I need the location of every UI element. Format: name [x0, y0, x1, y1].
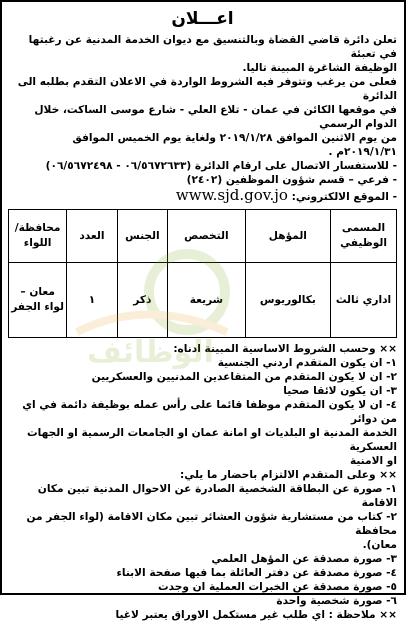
- condition-item: ٢- ان لا يكون المتقدم من المتقاعدين المدنيين والعسكريين: [91, 371, 397, 383]
- condition-item: الخدمة المدنية او البلديات او امانة عمان او الجامعات الرسمية او الجهات العسكرية: [27, 427, 397, 453]
- col-header-job-title: المسمى الوظيفي: [331, 210, 397, 263]
- intro-line: - للاستفسار الاتصال على ارقام الدائرة (٠٦/٥٦٧٢٦٣٣ - ٠٦/٥٦٧٢٤٩٨): [45, 160, 397, 172]
- documents-heading: ×× وعلى المتقدم الالتزام باحضار ما يلي:: [180, 469, 397, 481]
- intro-line: من يوم الاثنين الموافق ٢٠١٩/١/٢٨ ولغاية يوم الخميس الموافق ٢٠١٩/١/٣١م .: [72, 132, 397, 158]
- intro-line: تعلن دائرة قاضي القضاة وبالتنسيق مع ديوان الخدمة المدنية عن رغبتها في تعبئة: [28, 34, 397, 60]
- documents-section: [8, 468, 397, 622]
- cell-gender: ذكر: [117, 263, 167, 338]
- watermark-text: الوظائف: [87, 335, 214, 370]
- cell-qualification: بكالوريوس: [245, 263, 330, 338]
- intro-line: - فرعي – قسم شؤون الموظفين (٢٤٠٢): [186, 174, 397, 186]
- jobs-table: [8, 209, 397, 338]
- condition-item: او الامنية: [349, 455, 397, 467]
- table-row: [9, 263, 397, 338]
- website-label: - الموقع الالكتروني:: [291, 191, 397, 203]
- intro-line: الوظيفة الشاغرة المبينة تاليا.: [242, 62, 397, 74]
- document-item: ٤- صورة مصدقة عن دفتر العائلة بما فيها صفحة الابناء: [116, 567, 397, 579]
- col-header-governorate: محافظة/ اللواء: [9, 210, 67, 263]
- document-item: ٦- صورة شخصية واحدة: [276, 595, 397, 607]
- conditions-heading: ×× وحسب الشروط الاساسية المبينة ادناه:: [173, 343, 397, 355]
- document-item: معان).: [362, 539, 397, 551]
- cell-specialization: شريعة: [168, 263, 246, 338]
- col-header-gender: الجنس: [117, 210, 167, 263]
- note-text: ×× ملاحظة : اي طلب غير مستكمل الاوراق يعتبر لاغيا: [115, 609, 397, 621]
- col-header-specialization: التخصص: [168, 210, 246, 263]
- cell-count: ١: [67, 263, 117, 338]
- website-link[interactable]: www.sjd.gov.jo: [175, 186, 288, 204]
- document-item: ٢- كتاب من مستشارية شؤون العشائر تبين مكان الاقامة (لواء الجفر من محافظة: [26, 511, 397, 537]
- condition-item: ٤- ان لا يكون المتقدم موظفا قائما على رأس عمله بوظيفة دائمة في اي من دوائر: [22, 399, 397, 425]
- condition-item: ١- ان يكون المتقدم اردني الجنسية: [217, 357, 397, 369]
- condition-item: ٣- ان يكون لائقا صحيا: [283, 385, 397, 397]
- page-title: اعـــلان: [171, 9, 234, 29]
- document-item: ١- صورة عن البطاقة الشخصية الصادرة عن الاحوال المدنية تبين مكان الاقامة: [37, 483, 397, 509]
- document-item: ٥- صورة مصدقة عن الخبرات العملية ان وجدت: [157, 581, 397, 593]
- cell-job-title: اداري ثالث: [331, 263, 397, 338]
- intro-section: [8, 33, 397, 206]
- intro-line: فعلى من يرغب وتتوفر فيه الشروط الواردة في الاعلان التقدم بطلبه الى الدائرة: [17, 76, 397, 102]
- cell-governorate: معان – لواء الجفر: [9, 263, 67, 338]
- table-header-row: [9, 210, 397, 263]
- document-item: ٣- صورة مصدقة عن المؤهل العلمي: [211, 553, 397, 565]
- col-header-count: العدد: [67, 210, 117, 263]
- conditions-section: [8, 342, 397, 468]
- col-header-qualification: المؤهل: [245, 210, 330, 263]
- intro-line: في موقعها الكائن في عمان - تلاع العلي - شارع موسى الساكت، خلال الدوام الرسمي: [34, 104, 397, 130]
- website-line: [8, 187, 397, 206]
